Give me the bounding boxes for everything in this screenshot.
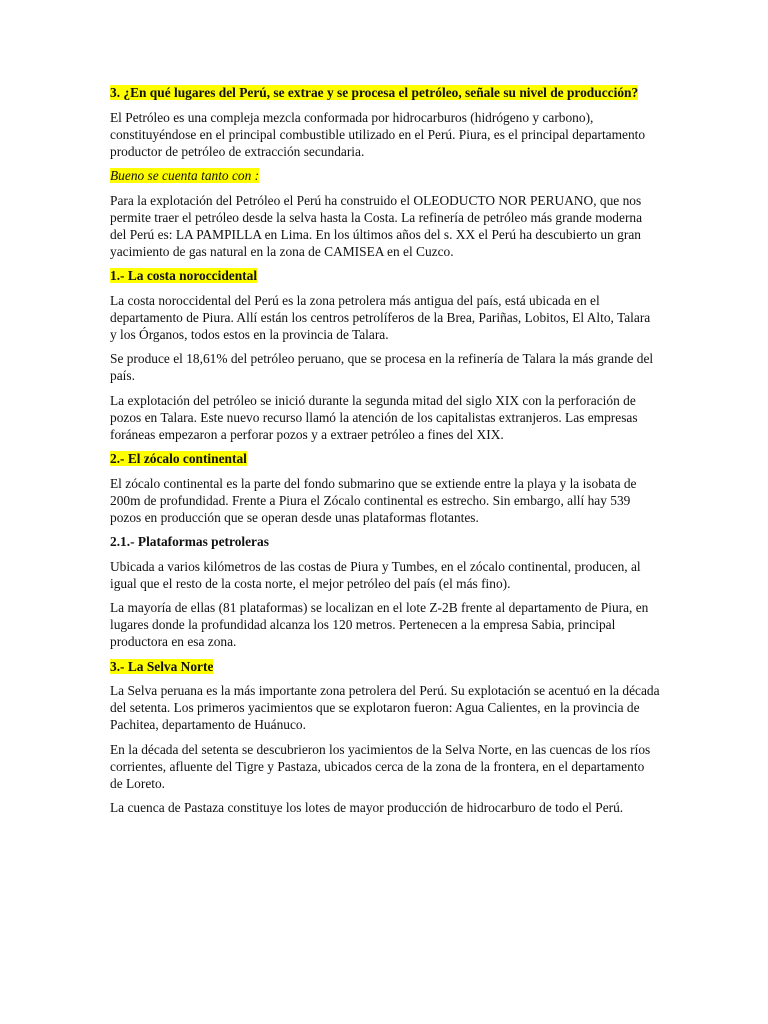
document-page bbox=[110, 84, 660, 824]
section3-heading bbox=[110, 658, 660, 675]
section1-paragraph-1: La costa noroccidental del Perú es la zona petrolera más antigua del país, está ubicada en el departamento de Piura. Allí están los centros petrolíferos de la Brea, Pariñas, Lobitos, El Alto, Talara y los Órganos, todos estos en la provincia de Talara. bbox=[110, 292, 651, 342]
section1-heading bbox=[110, 267, 660, 284]
section3-paragraph-1: La Selva peruana es la más importante zona petrolera del Perú. Su explotación se acentuó en la década del setenta. Los primeros yacimientos que se explotaron fueron: Agua Calientes, en la provincia de Pachitea, departamento de Huánuco. bbox=[110, 683, 660, 732]
oleoducto-paragraph: Para la explotación del Petróleo el Perú ha construido el OLEODUCTO NOR PERUANO, que nos permite traer el petróleo desde la selva hasta la Costa. La refinería de petróleo más grande moderna del Perú es: LA PAMPILLA en Lima. En los últimos años del s. XX el Perú ha descubierto un gran yacimiento de gas natural en la zona de CAMISEA en el Cuzco. bbox=[110, 192, 643, 259]
question-heading bbox=[110, 84, 660, 101]
question-text: 3. ¿En qué lugares del Perú, se extrae y se procesa el petróleo, señale su nivel de producción? bbox=[110, 85, 639, 100]
section1-paragraph-3: La explotación del petróleo se inició durante la segunda mitad del siglo XIX con la perforación de pozos en Talara. Este nuevo recurso llamó la atención de los capitalistas extranjeros. Las empresas foráneas empezaron a perforar pozos y a extraer petróleo a fines del XIX. bbox=[110, 392, 638, 442]
intro-paragraph: El Petróleo es una compleja mezcla conformada por hidrocarburos (hidrógeno y carbono), constituyéndose en el principal combustible utilizado en el Perú. Piura, es el principal departamento productor de petróleo de extracción secundaria. bbox=[110, 109, 646, 159]
section21-heading: 2.1.- Plataformas petroleras bbox=[110, 534, 269, 549]
note-text: Bueno se cuenta tanto con : bbox=[110, 168, 260, 183]
section3-paragraph-3: La cuenca de Pastaza constituye los lotes de mayor producción de hidrocarburo de todo el Perú. bbox=[110, 800, 624, 815]
section1-paragraph-2: Se produce el 18,61% del petróleo peruano, que se procesa en la refinería de Talara la más grande del país. bbox=[110, 351, 654, 383]
section3-title: 3.- La Selva Norte bbox=[110, 658, 214, 674]
section21-paragraph-2: La mayoría de ellas (81 plataformas) se localizan en el lote Z-2B frente al departamento de Piura, en lugares donde la profundidad alcanza los 120 metros. Pertenecen a la empresa Sabia, principal productora en esa zona. bbox=[110, 600, 649, 649]
section21-paragraph-1: Ubicada a varios kilómetros de las costas de Piura y Tumbes, en el zócalo continental, producen, al igual que el resto de la costa norte, el mejor petróleo del país (el más fino). bbox=[110, 558, 641, 591]
section2-paragraph-1: El zócalo continental es la parte del fondo submarino que se extiende entre la playa y la isobata de 200m de profundidad. Frente a Piura el Zócalo continental es estrecho. Sin embargo, allí hay 539 pozos en producción que se operan desde unas plataformas flotantes. bbox=[110, 475, 637, 525]
section3-paragraph-2: En la década del setenta se descubrieron los yacimientos de la Selva Norte, en las cuencas de los ríos corrientes, afluente del Tigre y Pastaza, ubicados cerca de la zona de la frontera, en el departamento de Loreto. bbox=[110, 741, 651, 791]
note-line bbox=[110, 167, 660, 184]
section2-title: 2.- El zócalo continental bbox=[110, 451, 247, 466]
section1-title: 1.- La costa noroccidental bbox=[110, 268, 258, 283]
section2-heading bbox=[110, 450, 660, 467]
